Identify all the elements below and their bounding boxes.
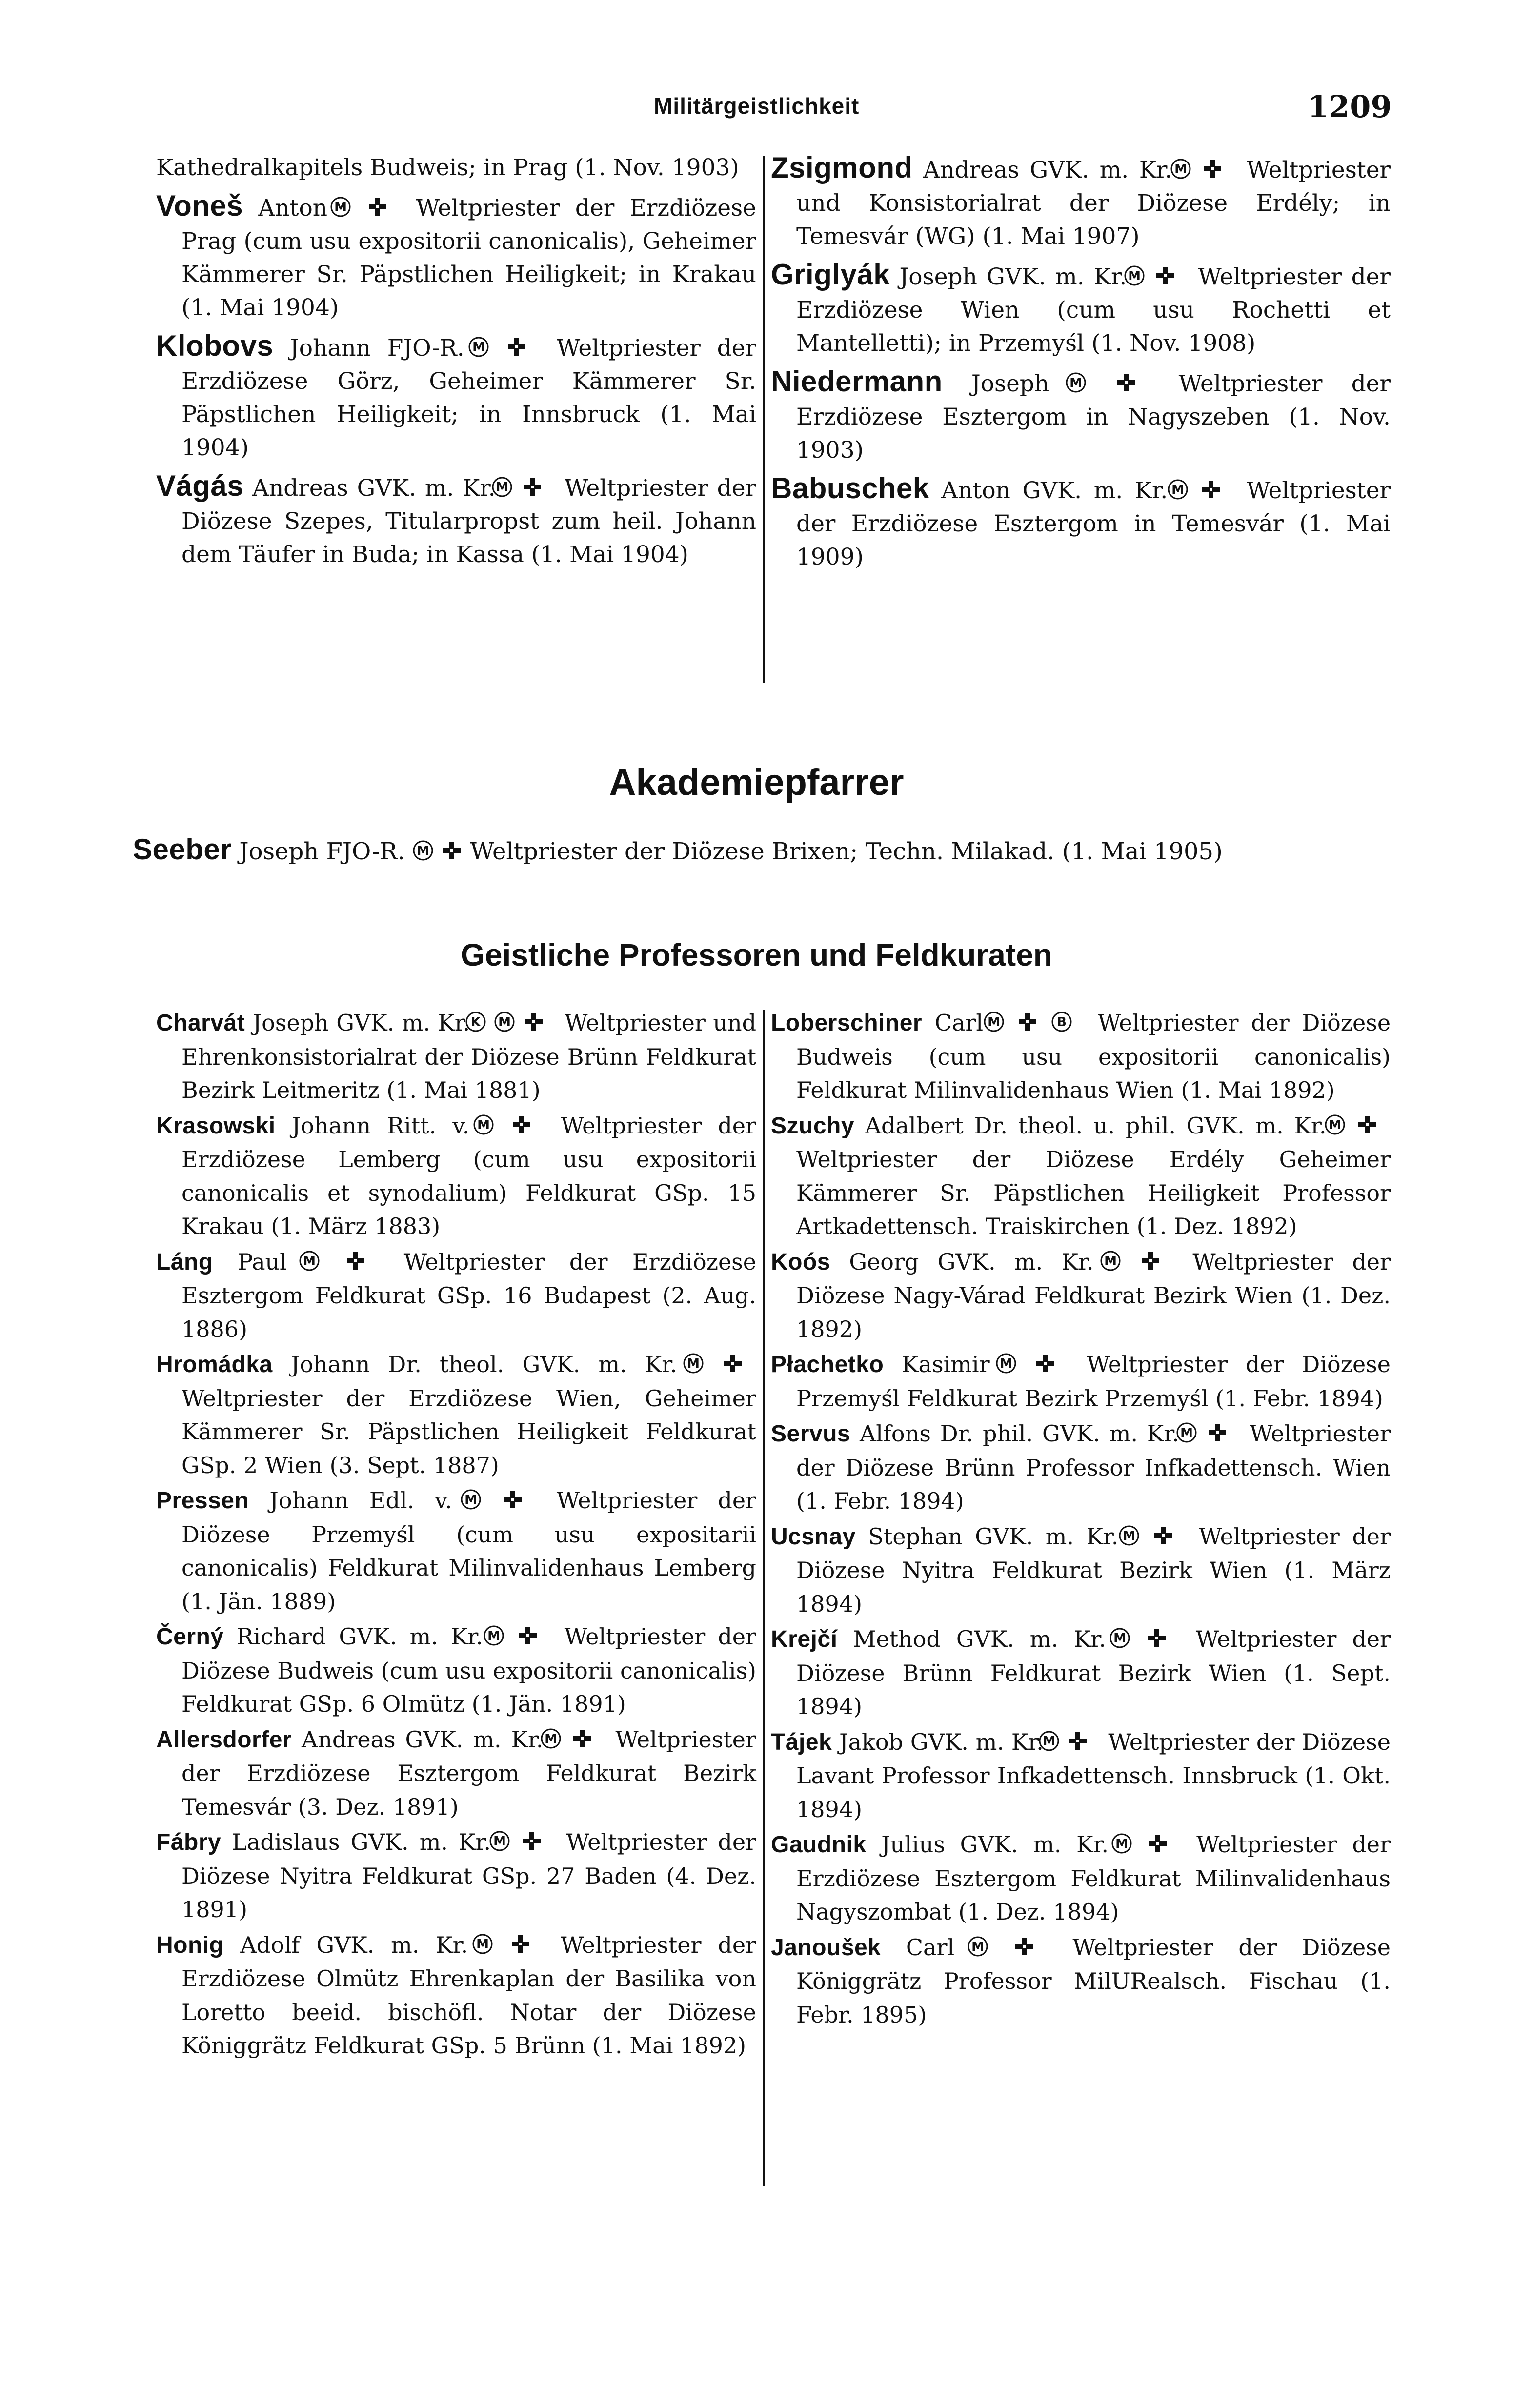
cross-icon	[1167, 265, 1189, 286]
svg-text:M: M	[493, 1834, 506, 1849]
svg-text:M: M	[1329, 1117, 1342, 1133]
cross-icon	[1165, 1525, 1187, 1546]
entry-title: Joseph FJO-R.	[239, 838, 405, 865]
cross-icon	[584, 1728, 605, 1749]
entry-text: Weltpriester der Diözese Budweis (cum usu expositorii canonicalis) Feldkurat Milinvalidenhaus Wien (1. Mai 1892)	[796, 1010, 1391, 1103]
m-circle-icon	[987, 1011, 1017, 1032]
svg-text:M: M	[971, 1939, 984, 1954]
directory-entry	[156, 329, 756, 465]
entry-title: Jakob GVK. m. Kr.	[839, 1728, 1044, 1755]
m-circle-icon	[686, 1353, 717, 1374]
entry-name: Klobovs	[156, 329, 274, 362]
directory-entry	[156, 1245, 756, 1346]
entry-text: Weltpriester und Konsistorialrat der Diözese Erdély; in Temesvár (WG) (1. Mai 1907)	[796, 157, 1391, 250]
entry-title: Carl	[934, 1010, 984, 1036]
entry-text: Weltpriester der Diözese Przemyśl Feldkurat Bezirk Przemyśl (1. Febr. 1894)	[796, 1351, 1391, 1412]
svg-text:B: B	[1057, 1015, 1067, 1030]
entry-name: Griglyák	[771, 258, 890, 291]
directory-entry	[156, 151, 756, 184]
column-top-right	[771, 151, 1391, 579]
m-circle-icon	[472, 336, 502, 358]
entry-name: Ucsnay	[771, 1523, 856, 1550]
entry-title: Georg GVK. m. Kr.	[849, 1248, 1094, 1275]
entry-name: Gaudnik	[771, 1832, 867, 1858]
directory-entry	[156, 1348, 756, 1482]
entry-text: Weltpriester der Erzdiözese Olmütz Ehrenkaplan der Basilika von Loretto beeid. bischöfl. Notar der Diözese Königgrätz Feldkurat GSp. 5 Brünn (1. Mai 1892)	[182, 1931, 757, 2059]
section-title-akademiepfarrer: Akademiepfarrer	[609, 762, 904, 803]
entry-title: Andreas GVK. m. Kr.	[252, 475, 496, 502]
entry-text: Weltpriester der Diözese Nyitra Feldkurat Bezirk Wien (1. März 1894)	[796, 1523, 1391, 1617]
cross-icon	[524, 1114, 545, 1135]
svg-text:M: M	[1128, 269, 1141, 283]
svg-text:M: M	[1171, 483, 1184, 497]
svg-text:M: M	[1113, 1631, 1126, 1646]
entry-name: Fábry	[156, 1829, 222, 1855]
m-circle-icon	[412, 840, 434, 861]
svg-text:M: M	[498, 1015, 511, 1030]
cross-icon	[1152, 1250, 1174, 1272]
m-circle-icon	[1329, 1114, 1358, 1135]
m-circle-icon	[1174, 158, 1204, 180]
directory-entry	[156, 1825, 756, 1926]
directory-entry	[156, 1109, 756, 1243]
svg-text:M: M	[1115, 1837, 1128, 1851]
svg-text:M: M	[477, 1117, 490, 1133]
entry-title: Method GVK. m. Kr.	[853, 1626, 1106, 1652]
m-circle-icon	[1069, 372, 1099, 393]
cross-icon	[534, 476, 556, 498]
directory-entry	[156, 189, 756, 324]
svg-text:M: M	[999, 1356, 1012, 1371]
entry-text: Weltpriester der Erzdiözese Görz, Geheimer Kämmerer Sr. Päpstlichen Heiligkeit; in Innsbruck (1. Mai 1904)	[182, 335, 756, 461]
svg-text:M: M	[1174, 162, 1187, 177]
column-rule	[763, 156, 765, 683]
entry-name: Krejčí	[771, 1626, 838, 1652]
cross-icon	[515, 1489, 536, 1510]
entry-text: Weltpriester der Diözese Przemyśl (cum usu expositarii canonicalis) Feldkurat Milinvalidenhaus Lemberg (1. Jän. 1889)	[182, 1487, 757, 1615]
cross-icon	[1026, 1936, 1048, 1957]
entry-name: Vágás	[156, 469, 244, 502]
directory-entry	[156, 469, 756, 571]
directory-entry	[156, 1723, 756, 1824]
m-circle-icon	[334, 196, 364, 218]
entry-text: Weltpriester der Diözese Budweis (cum usu expositorii canonicalis) Feldkurat GSp. 6 Olmütz (1. Jän. 1891)	[182, 1623, 757, 1717]
directory-entry	[156, 1006, 756, 1107]
m-circle-icon	[493, 1830, 523, 1852]
svg-text:M: M	[686, 1356, 700, 1371]
cross-icon	[1369, 1114, 1391, 1135]
entry-title: Adolf GVK. m. Kr.	[240, 1931, 468, 1958]
directory-entry	[771, 472, 1391, 574]
entry-name: Płachetko	[771, 1352, 884, 1377]
directory-entry	[771, 1348, 1391, 1415]
entry-title: Alfons Dr. phil. GVK. m. Kr.	[859, 1420, 1179, 1447]
section-title-professoren: Geistliche Professoren und Feldkuraten	[461, 937, 1052, 972]
entry-text: Weltpriester der Diözese Brixen; Techn. Milakad. (1. Mai 1905)	[470, 838, 1223, 865]
cross-icon	[1128, 372, 1150, 393]
m-circle-icon	[1171, 479, 1201, 500]
entry-text: Weltpriester der Erzdiözese Wien, Geheimer Kämmerer Sr. Päpstlichen Heiligkeit Feldkurat GSp. 2 Wien (3. Sept. 1887)	[182, 1385, 756, 1478]
entry-title: Johann Edl. v.	[269, 1487, 452, 1514]
directory-entry	[771, 1828, 1391, 1929]
column-rule	[763, 1010, 765, 2186]
entry-text: Weltpriester der Diözese Lavant Professor Infkadettensch. Innsbruck (1. Okt. 1894)	[796, 1728, 1391, 1822]
svg-text:M: M	[1042, 1734, 1055, 1749]
svg-text:M: M	[1180, 1426, 1193, 1440]
entry-text: Weltpriester der Erzdiözese Wien (cum usu Rochetti et Mantelletti); in Przemyśl (1. Nov. 1908)	[796, 263, 1391, 357]
entry-text: Weltpriester der Erzdiözese Esztergom Feldkurat Bezirk Temesvár (3. Dez. 1891)	[182, 1726, 757, 1820]
svg-text:M: M	[496, 480, 509, 495]
svg-text:M: M	[1104, 1254, 1117, 1269]
directory-entry	[771, 258, 1391, 360]
entry-text: Weltpriester der Diözese Königgrätz Professor MilURealsch. Fischau (1. Febr. 1895)	[796, 1934, 1391, 2028]
cross-icon	[530, 1625, 551, 1646]
column-bottom-left	[156, 1006, 756, 2064]
entry-title: Joseph GVK. m. Kr.	[252, 1010, 470, 1036]
page-number: 1209	[1308, 89, 1392, 124]
svg-text:M: M	[472, 340, 485, 355]
cross-icon	[536, 1011, 557, 1032]
svg-text:M: M	[1123, 1528, 1135, 1543]
directory-entry	[156, 1928, 756, 2063]
entry-title: Joseph GVK. m. Kr.	[899, 263, 1127, 290]
cross-icon	[523, 1933, 544, 1955]
m-circle-icon	[999, 1353, 1029, 1374]
entry-text: Weltpriester der Diözese Nagy-Várad Feldkurat Bezirk Wien (1. Dez. 1892)	[796, 1248, 1391, 1342]
m-circle-icon	[487, 1625, 517, 1646]
entry-name: Seeber	[133, 833, 232, 866]
svg-text:M: M	[476, 1937, 489, 1952]
entry-title: Anton	[258, 195, 328, 222]
cross-icon	[1159, 1627, 1180, 1649]
m-circle-icon	[303, 1250, 333, 1272]
entry-text: Weltpriester der Erzdiözese Prag (cum usu expositorii canonicalis), Geheimer Kämmerer Sr. Päpstlichen Heiligkeit; in Krakau (1. Mai 1904)	[182, 195, 756, 321]
entry-text: Weltpriester und Ehrenkonsistorialrat der Diözese Brünn Feldkurat Bezirk Leitmeritz (1. Mai 1881)	[182, 1010, 757, 1103]
svg-text:M: M	[545, 1731, 558, 1746]
entry-title: Kasimir	[902, 1351, 990, 1377]
entry-name: Loberschiner	[771, 1010, 923, 1036]
entry-title: Andreas GVK. m. Kr.	[923, 157, 1172, 183]
cross-icon	[735, 1353, 756, 1374]
entry-name: Charvát	[156, 1010, 245, 1036]
entry-name: Voneš	[156, 189, 243, 222]
entry-title: Johann Ritt. v.	[291, 1112, 470, 1139]
entry-name: Honig	[156, 1932, 224, 1958]
entry-title: Carl	[906, 1934, 955, 1961]
cross-icon	[1160, 1833, 1181, 1854]
entry-title: Johann FJO-R.	[289, 335, 464, 362]
entry-text: Weltpriester der Erzdiözese Esztergom in Nagyszeben (1. Nov. 1903)	[796, 370, 1391, 464]
directory-entry	[156, 1484, 756, 1618]
svg-text:M: M	[464, 1493, 477, 1507]
directory-entry	[771, 1520, 1391, 1621]
cross-icon	[1029, 1011, 1051, 1032]
cross-icon	[1047, 1353, 1069, 1374]
cross-icon	[1213, 479, 1234, 500]
directory-entry	[771, 365, 1391, 467]
entry-text: Weltpriester der Diözese Brünn Feldkurat Bezirk Wien (1. Sept. 1894)	[796, 1626, 1391, 1720]
svg-text:M: M	[303, 1254, 316, 1269]
entry-name: Niedermann	[771, 365, 943, 398]
directory-entry	[771, 1245, 1391, 1346]
m-circle-icon	[1104, 1250, 1134, 1272]
cross-icon	[1080, 1730, 1101, 1752]
directory-entry	[771, 1622, 1391, 1723]
entry-name: Zsigmond	[771, 151, 913, 184]
entry-text: Weltpriester der Diözese Brünn Professor Infkadettensch. Wien (1. Febr. 1894)	[796, 1420, 1391, 1514]
entry-name: Koós	[771, 1249, 830, 1275]
entry-text: Weltpriester der Erzdiözese Esztergom in Temesvár (1. Mai 1909)	[796, 477, 1391, 570]
cross-icon	[1214, 158, 1236, 180]
entry-title: Andreas GVK. m. Kr.	[302, 1726, 544, 1753]
entry-text: Kathedralkapitels Budweis; in Prag (1. Nov. 1903)	[156, 154, 739, 181]
cross-icon	[380, 196, 401, 218]
entry-text: Weltpriester der Erzdiözese Esztergom Feldkurat GSp. 16 Budapest (2. Aug. 1886)	[182, 1248, 756, 1342]
svg-text:M: M	[334, 200, 347, 215]
entry-text: Weltpriester der Erzdiözese Lemberg (cum usu expositorii canonicalis et synodalium) Feldkurat GSp. 15 Krakau (1. März 1883)	[182, 1112, 756, 1239]
m-circle-icon	[1123, 1525, 1152, 1546]
svg-text:M: M	[417, 844, 429, 858]
entry-text: Weltpriester der Diözese Szepes, Titularpropst zum heil. Johann dem Täufer in Buda; in Kassa (1. Mai 1904)	[182, 475, 756, 568]
directory-entry	[771, 151, 1391, 253]
entry-text: Weltpriester der Diözese Nyitra Feldkurat GSp. 27 Baden (4. Dez. 1891)	[182, 1829, 757, 1922]
entry-title: Richard GVK. m. Kr.	[236, 1623, 483, 1650]
entry-name: Hromádka	[156, 1352, 273, 1377]
m-circle-icon	[1113, 1627, 1143, 1649]
entry-title: Paul	[238, 1248, 287, 1275]
m-circle-icon	[476, 1933, 506, 1955]
svg-text:M: M	[987, 1015, 1000, 1030]
entry-name: Černý	[156, 1624, 224, 1650]
cross-icon	[358, 1250, 379, 1272]
entry-name: Krasowski	[156, 1113, 276, 1139]
column-top-left	[156, 151, 756, 576]
entry-text: Weltpriester der Diözese Erdély Geheimer Kämmerer Sr. Päpstlichen Heiligkeit Professor Artkadettensch. Traiskirchen (1. Dez. 1892)	[796, 1146, 1391, 1239]
entry-title: Ladislaus GVK. m. Kr.	[232, 1829, 491, 1855]
cross-icon	[1219, 1422, 1241, 1443]
cross-icon	[441, 840, 463, 861]
cross-icon	[519, 336, 540, 358]
entry-name: Láng	[156, 1249, 213, 1275]
entry-name: Babuschek	[771, 472, 929, 505]
m-circle-icon	[971, 1936, 1001, 1957]
cross-icon	[534, 1830, 555, 1852]
entry-name: Szuchy	[771, 1113, 855, 1139]
directory-entry	[771, 1725, 1391, 1826]
entry-title: Stephan GVK. m. Kr.	[868, 1523, 1119, 1550]
entry-title: Anton GVK. m. Kr.	[941, 477, 1168, 504]
directory-entry	[771, 1417, 1391, 1518]
directory-entry	[156, 1620, 756, 1721]
entry-title: Joseph	[971, 370, 1049, 397]
directory-entry	[771, 1006, 1391, 1107]
m-circle-icon	[477, 1114, 507, 1135]
entry-text: Weltpriester der Erzdiözese Esztergom Feldkurat Milinvalidenhaus Nagyszombat (1. Dez. 1894)	[796, 1831, 1391, 1925]
entry-name: Janoušek	[771, 1934, 881, 1961]
entry-title: Johann Dr. theol. GVK. m. Kr.	[290, 1351, 677, 1377]
column-bottom-right	[771, 1006, 1391, 2033]
svg-text:K: K	[470, 1015, 481, 1030]
svg-text:M: M	[487, 1629, 501, 1643]
akademiepfarrer-entry	[133, 832, 1401, 869]
entry-name: Tájek	[771, 1729, 832, 1755]
m-circle-icon	[1115, 1833, 1145, 1854]
b-circle-icon	[1057, 1011, 1085, 1032]
directory-entry	[771, 1109, 1391, 1243]
entry-name: Allersdorfer	[156, 1726, 292, 1753]
entry-name: Pressen	[156, 1488, 249, 1514]
entry-title: Julius GVK. m. Kr.	[881, 1831, 1109, 1858]
svg-text:M: M	[1069, 376, 1083, 390]
m-circle-icon	[464, 1489, 494, 1510]
entry-name: Servus	[771, 1421, 851, 1447]
directory-entry	[771, 1931, 1391, 2032]
entry-title: Adalbert Dr. theol. u. phil. GVK. m. Kr.	[865, 1112, 1327, 1139]
running-head: Militärgeistlichkeit	[654, 93, 860, 119]
